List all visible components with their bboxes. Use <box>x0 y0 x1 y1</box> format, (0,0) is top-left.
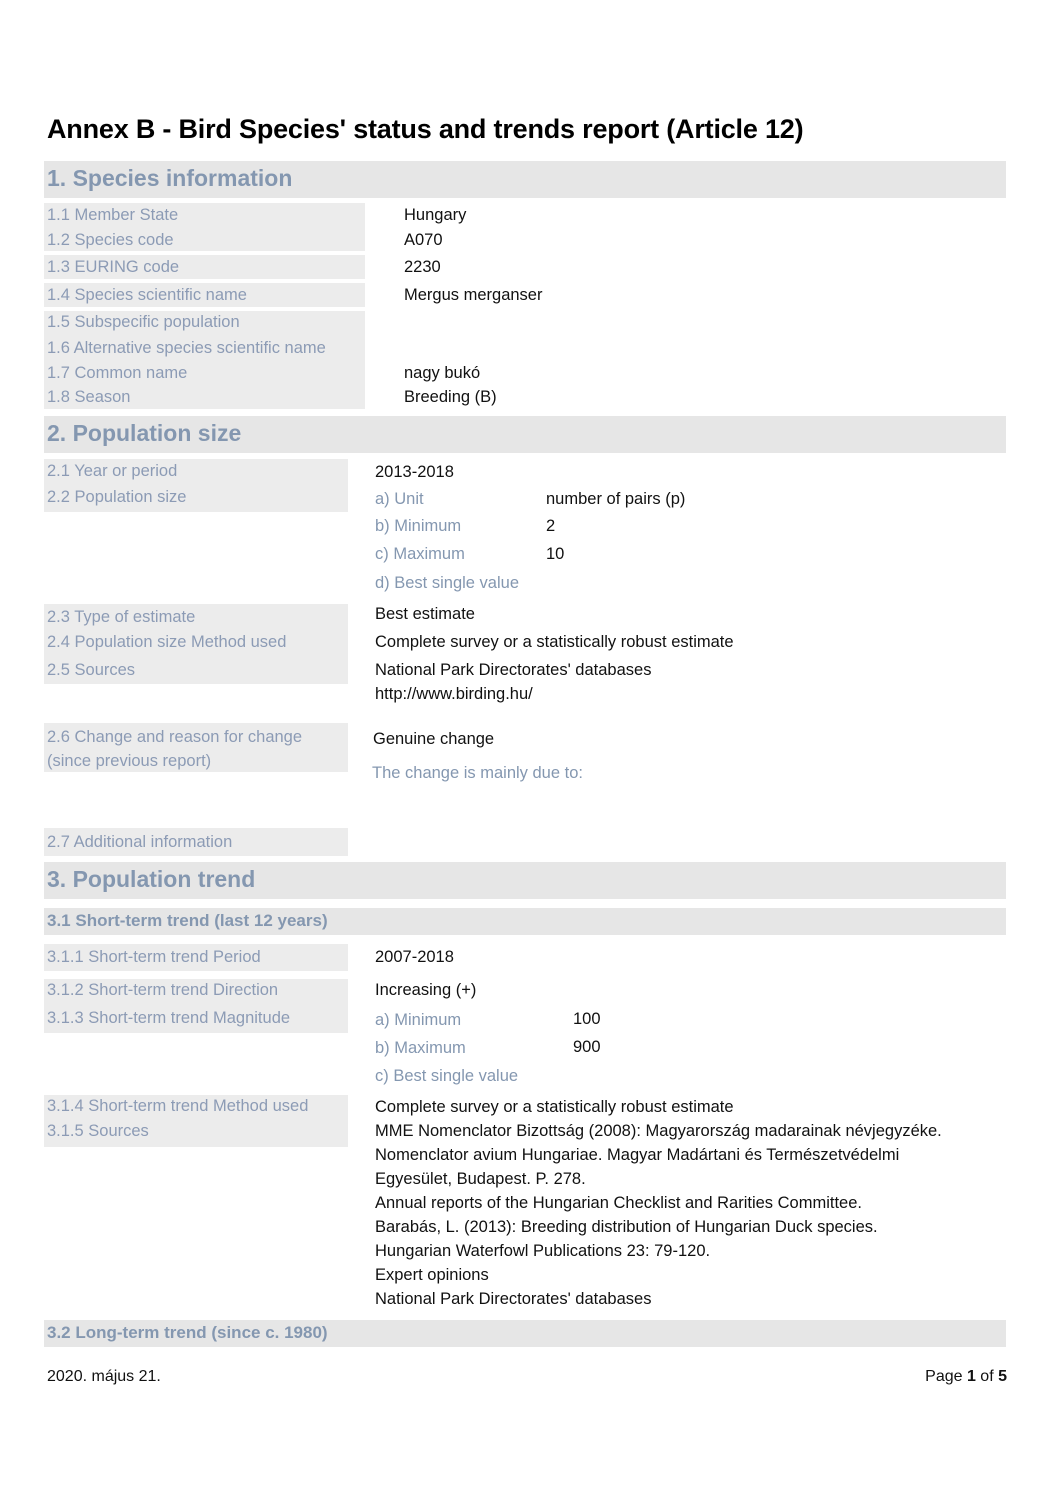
sources-label: 2.5 Sources <box>47 661 136 679</box>
trend-source-line: MME Nomenclator Bizottság (2008): Magyarország madarainak névjegyzéke. <box>375 1122 942 1140</box>
section-header-population-size <box>44 416 1006 453</box>
trend-source-line: Hungarian Waterfowl Publications 23: 79-120. <box>375 1242 711 1260</box>
trend-source-line: Egyesület, Budapest. P. 278. <box>375 1170 586 1188</box>
scientific-name-label: 1.4 Species scientific name <box>47 286 247 304</box>
trend-period-value: 2007-2018 <box>375 948 454 966</box>
subsection-header-short-term <box>44 908 1006 935</box>
species-code-label: 1.2 Species code <box>47 231 174 249</box>
member-state-value: Hungary <box>404 206 467 224</box>
minimum-value: 2 <box>546 517 556 535</box>
year-period-label: 2.1 Year or period <box>47 462 178 480</box>
change-label: 2.6 Change and reason for change <box>47 728 303 746</box>
page-mid: of <box>975 1368 999 1385</box>
type-of-estimate-value: Best estimate <box>375 605 475 623</box>
change-label-sub: (since previous report) <box>47 752 212 770</box>
maximum-label: c) Maximum <box>375 545 465 563</box>
trend-source-line: Nomenclator avium Hungariae. Magyar Madártani és Természetvédelmi <box>375 1146 900 1164</box>
source-line: National Park Directorates' databases <box>375 661 652 679</box>
trend-period-label: 3.1.1 Short-term trend Period <box>47 948 261 966</box>
common-name-label: 1.7 Common name <box>47 364 188 382</box>
species-code-value: A070 <box>404 231 443 249</box>
footer-date: 2020. május 21. <box>47 1368 161 1385</box>
section-header-species-info <box>44 161 1006 198</box>
year-period-value: 2013-2018 <box>375 463 454 481</box>
trend-method-value: Complete survey or a statistically robust estimate <box>375 1098 734 1116</box>
subsection-heading: 3.2 Long-term trend (since c. 1980) <box>47 1323 328 1342</box>
population-size-label: 2.2 Population size <box>47 488 187 506</box>
source-link[interactable]: http://www.birding.hu/ <box>375 685 533 703</box>
page-number <box>925 1368 1007 1386</box>
subsection-header-long-term <box>44 1320 1006 1347</box>
additional-info-label: 2.7 Additional information <box>47 833 233 851</box>
magnitude-maximum-value: 900 <box>573 1038 601 1056</box>
trend-source-line: Barabás, L. (2013): Breeding distribution of Hungarian Duck species. <box>375 1218 878 1236</box>
change-reason-label: The change is mainly due to: <box>372 764 583 782</box>
euring-code-label: 1.3 EURING code <box>47 258 180 276</box>
magnitude-best-value-label: c) Best single value <box>375 1067 519 1085</box>
member-state-label: 1.1 Member State <box>47 206 179 224</box>
page-total: 5 <box>998 1368 1007 1385</box>
season-label: 1.8 Season <box>47 388 131 406</box>
season-value: Breeding (B) <box>404 388 497 406</box>
magnitude-minimum-label: a) Minimum <box>375 1011 462 1029</box>
section-heading: 3. Population trend <box>47 866 256 892</box>
trend-sources-label: 3.1.5 Sources <box>47 1122 149 1140</box>
subsection-heading: 3.1 Short-term trend (last 12 years) <box>47 911 328 930</box>
best-single-value-label: d) Best single value <box>375 574 519 592</box>
page-current: 1 <box>966 1368 976 1385</box>
section-heading: 1. Species information <box>47 165 293 191</box>
trend-source-line: Expert opinions <box>375 1266 489 1284</box>
magnitude-minimum-value: 100 <box>573 1010 601 1028</box>
trend-magnitude-label: 3.1.3 Short-term trend Magnitude <box>47 1009 291 1027</box>
unit-value: number of pairs (p) <box>546 490 686 508</box>
trend-method-label: 3.1.4 Short-term trend Method used <box>47 1097 309 1115</box>
trend-direction-value: Increasing (+) <box>375 981 477 999</box>
trend-source-line: National Park Directorates' databases <box>375 1290 652 1308</box>
common-name-value: nagy bukó <box>404 364 481 382</box>
magnitude-maximum-label: b) Maximum <box>375 1039 466 1057</box>
change-value: Genuine change <box>373 730 495 748</box>
euring-code-value: 2230 <box>404 258 441 276</box>
section-heading: 2. Population size <box>47 420 242 446</box>
maximum-value: 10 <box>546 545 565 563</box>
subspecific-population-label: 1.5 Subspecific population <box>47 313 240 331</box>
alternative-name-label: 1.6 Alternative species scientific name <box>47 339 326 357</box>
unit-label: a) Unit <box>375 490 424 508</box>
scientific-name-value: Mergus merganser <box>404 286 543 304</box>
page-title: Annex B - Bird Species' status and trends report (Article 12) <box>47 114 804 144</box>
type-of-estimate-label: 2.3 Type of estimate <box>47 608 196 626</box>
trend-direction-label: 3.1.2 Short-term trend Direction <box>47 981 279 999</box>
trend-source-line: Annual reports of the Hungarian Checklist and Rarities Committee. <box>375 1194 862 1212</box>
section-header-population-trend <box>44 862 1006 899</box>
minimum-label: b) Minimum <box>375 517 462 535</box>
method-used-label: 2.4 Population size Method used <box>47 633 287 651</box>
page-prefix: Page <box>925 1368 967 1385</box>
method-used-value: Complete survey or a statistically robust estimate <box>375 633 734 651</box>
